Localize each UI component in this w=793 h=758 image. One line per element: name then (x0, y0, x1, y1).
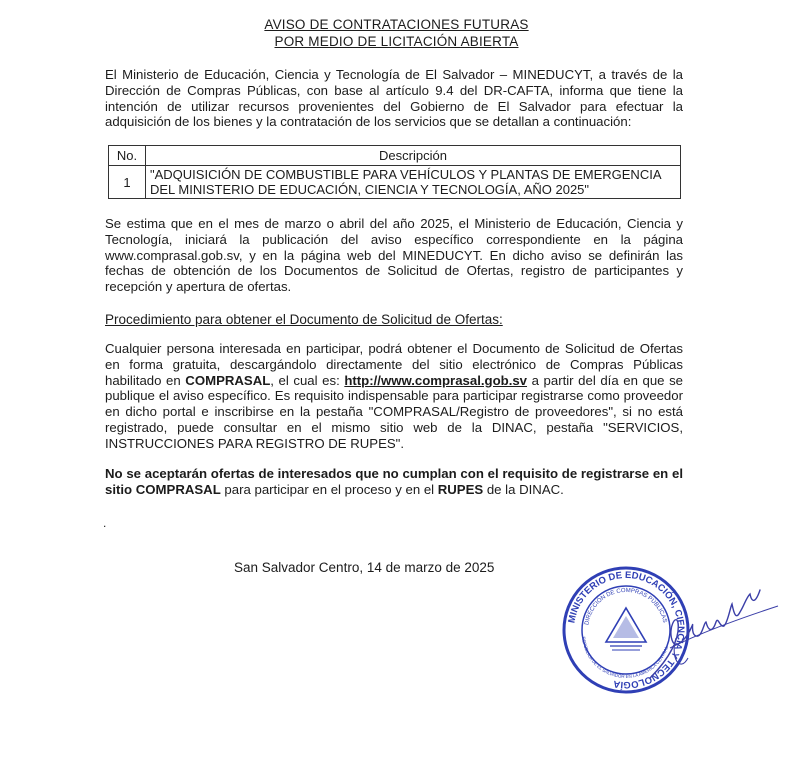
notice-title-line1: AVISO DE CONTRATACIONES FUTURAS (264, 17, 529, 32)
stray-mark: . (103, 516, 107, 530)
estimate-text: Se estima que en el mes de marzo o abril del año 2025, el Ministerio de Educación, Ciencia y Tecnología, iniciará la publicación del aviso específico correspondiente en la página www.comprasal.gob.sv, y en la página web del MINEDUCYT. En dicho aviso se definirán las fechas de obtención de los Documentos de Solicitud de Ofertas, registro de participantes y recepción y apertura de ofertas. (105, 216, 683, 295)
warning-text-1: No se aceptarán ofertas de interesados que no cumplan con el requisito de registrarse en el sitio COMPRASAL (105, 466, 683, 497)
comprasal-name: COMPRASAL (185, 372, 271, 388)
procedure-heading: Procedimiento para obtener el Documento de Solicitud de Ofertas: (105, 312, 503, 327)
coat-of-arms-fill (613, 616, 639, 638)
warning-paragraph (105, 466, 683, 498)
row-number: 1 (109, 166, 146, 199)
table-row (109, 166, 681, 199)
seal-outer-text: MINISTERIO DE EDUCACIÓN, CIENCIA Y TECNOLOGÍA (566, 569, 687, 691)
column-header-description: Descripción (146, 146, 681, 166)
seal-country-text: REPÚBLICA DE EL SALVADOR EN LA AMÉRICA CENTRAL (581, 636, 670, 680)
seal-inner-text: DIRECCIÓN DE COMPRAS PÚBLICAS (584, 587, 668, 626)
notice-title-line2: POR MEDIO DE LICITACIÓN ABIERTA (274, 34, 519, 49)
items-table (108, 145, 681, 199)
intro-text: El Ministerio de Educación, Ciencia y Tecnología de El Salvador – MINEDUCYT, a través de la Dirección de Compras Públicas, con base al artículo 9.4 del DR-CAFTA, informa que tiene la intención de utilizar recursos provenientes del Gobierno de El Salvador para efectuar la adquisición de los bienes y la contratación de los servicios que se detallan a continuación: (105, 67, 683, 130)
warning-text-2: para participar en el proceso y en el (220, 481, 438, 497)
table-header-row (109, 146, 681, 166)
signature-underline (670, 606, 778, 648)
procedure-text-1: Cualquier persona interesada en participar, podrá obtener el Documento de Solicitud de Ofertas en forma gratuita, descargándolo directamente del sitio electrónico de Compras Públicas habilitado en (105, 341, 683, 388)
place-date: San Salvador Centro, 14 de marzo de 2025 (234, 560, 495, 575)
procedure-paragraph (105, 341, 683, 452)
row-description: "ADQUISICIÓN DE COMBUSTIBLE PARA VEHÍCULOS Y PLANTAS DE EMERGENCIA DEL MINISTERIO DE EDUCACIÓN, CIENCIA Y TECNOLOGÍA, AÑO 2025" (146, 166, 681, 199)
rupes-name: RUPES (437, 481, 484, 497)
procedure-text-3: a partir del día en que se publique el aviso específico. Es requisito indispensable para participar registrarse como proveedor en dicho portal e inscribirse en la pestaña "COMPRASAL/Registro de proveedores", si no está registrado, puede consultar en el mismo sitio web de la DINAC, pestaña "SERVICIOS, INSTRUCCIONES PARA REGISTRO DE RUPES". (105, 372, 683, 451)
signature-image (640, 578, 780, 688)
signature-stroke (650, 590, 760, 678)
estimate-paragraph (105, 216, 683, 295)
comprasal-link[interactable]: http://www.comprasal.gob.sv (344, 372, 528, 388)
intro-paragraph (105, 67, 683, 130)
procedure-text-2: , el cual es: (270, 372, 345, 388)
warning-text-3: de la DINAC. (483, 481, 564, 497)
column-header-no: No. (109, 146, 146, 166)
